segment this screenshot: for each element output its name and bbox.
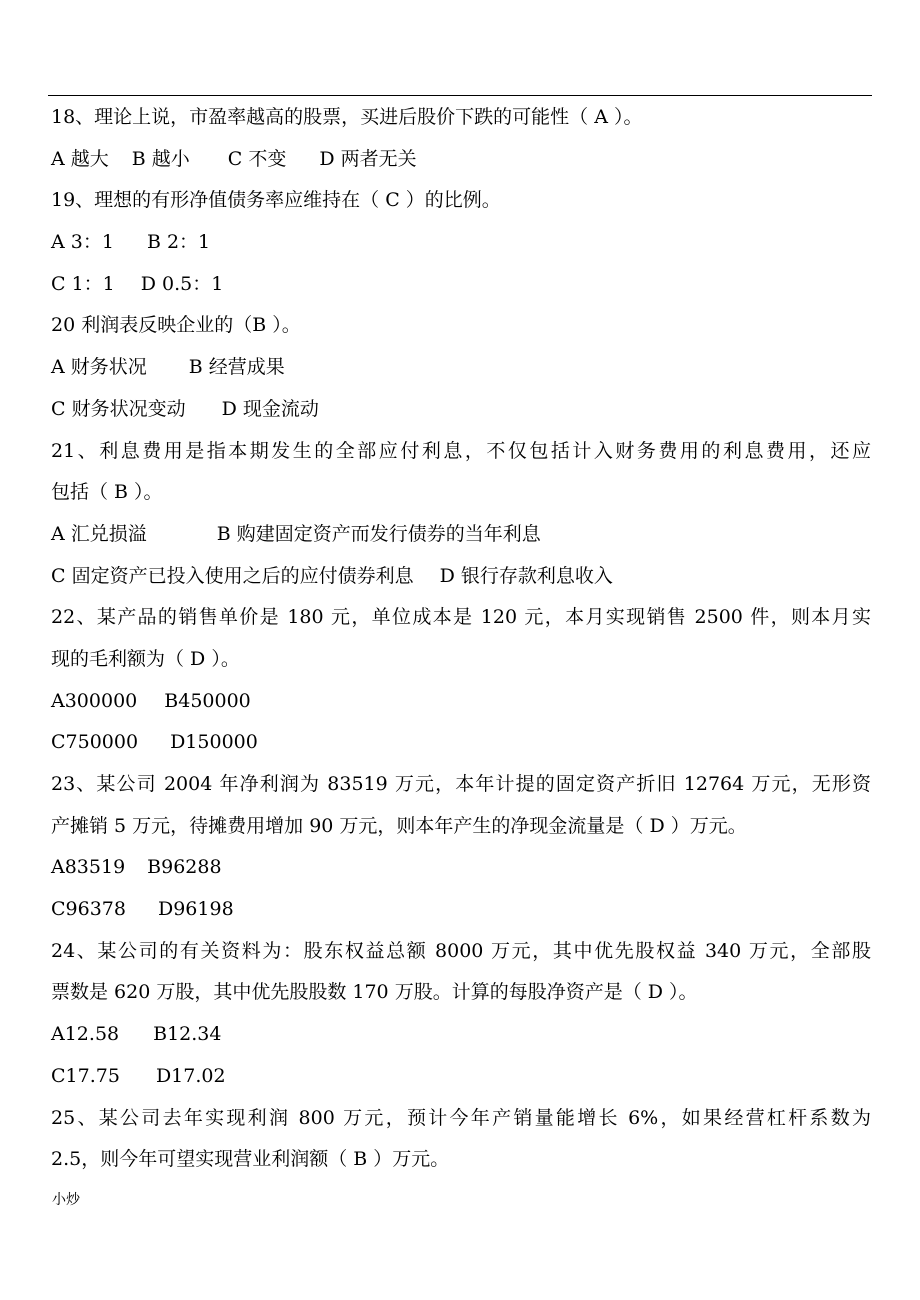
question-21-options-row-1 [51,514,871,556]
option-d: D150000 [170,731,258,754]
question-23-stem-line-1: 23、某公司 2004 年净利润为 83519 万元，本年计提的固定资产折旧 12764 万元，无形资 [51,773,871,795]
option-a: A300000 [51,689,138,712]
option-c: C 固定资产已投入使用之后的应付债券利息 [51,564,414,587]
option-a: A12.58 [51,1023,120,1046]
question-24-stem-line-1: 24、某公司的有关资料为：股东权益总额 8000 万元，其中优先股权益 340 万元，全部股 [51,939,871,962]
question-22-stem-line-2: 现的毛利额为（ D ）。 [51,647,240,670]
question-21-stem-line-1: 21、利息费用是指本期发生的全部应付利息，不仅包括计入财务费用的利息费用，还应 [51,439,871,462]
question-24-options-row-2 [51,1056,871,1098]
option-c: C17.75 [51,1064,120,1087]
document-body [51,97,871,1181]
option-d: D 0.5：1 [140,272,224,295]
option-b: B 经营成果 [188,356,285,379]
option-b: B 购建固定资产而发行债券的当年利息 [216,522,541,545]
question-24-stem-line-2: 票数是 620 万股，其中优先股股数 170 万股。计算的每股净资产是（ D ）。 [51,981,698,1004]
question-21-options-row-2 [51,556,871,598]
question-25-stem-line-1: 25、某公司去年实现利润 800 万元，预计今年产销量能增长 6%，如果经营杠杆系数为 [51,1106,871,1129]
option-a: A 财务状况 [51,356,147,379]
option-b: B12.34 [153,1023,222,1046]
question-19-options-row-2 [51,264,871,306]
question-22-options-row-1 [51,681,871,723]
option-d: D 现金流动 [221,397,319,420]
question-20-options-row-1 [51,347,871,389]
header-divider [48,95,872,96]
question-18-options [51,139,871,181]
option-d: D17.02 [155,1064,226,1087]
option-a: A 越大 [51,147,109,170]
option-c: C750000 [51,731,139,754]
question-22-stem-line-1: 22、某产品的销售单价是 180 元，单位成本是 120 元，本月实现销售 2500 件，则本月实 [51,606,871,629]
question-24-options-row-1 [51,1014,871,1056]
question-23-options-row-2 [51,889,871,931]
option-d: D 银行存款利息收入 [439,564,613,587]
question-19-options-row-1 [51,222,871,264]
option-a: A 3：1 [51,231,114,254]
option-d: D96198 [157,898,234,921]
option-b: B 2：1 [146,231,211,254]
option-b: B 越小 [131,147,190,170]
option-b: B450000 [164,689,251,712]
option-c: C 1：1 [51,272,115,295]
option-a: A 汇兑损溢 [51,522,147,545]
option-c: C96378 [51,898,126,921]
option-c: C 财务状况变动 [51,397,186,420]
question-18-stem: 18、理论上说，市盈率越高的股票，买进后股价下跌的可能性（ A ）。 [51,106,643,128]
question-23-options-row-1 [51,847,871,889]
question-20-options-row-2 [51,389,871,431]
option-d: D 两者无关 [319,147,417,170]
question-21-stem-line-2: 包括（ B ）。 [51,481,163,504]
page-footer: 小炒 [52,1192,80,1208]
question-19-stem: 19、理想的有形净值债务率应维持在（ C ）的比例。 [51,189,501,212]
option-b: B96288 [147,856,222,879]
option-c: C 不变 [227,147,287,170]
question-22-options-row-2 [51,722,871,764]
question-23-stem-line-2: 产摊销 5 万元，待摊费用增加 90 万元，则本年产生的净现金流量是（ D ）万元。 [51,814,747,837]
option-a: A83519 [51,856,126,879]
question-20-stem: 20 利润表反映企业的（B ）。 [51,314,301,337]
question-25-stem-line-2: 2.5，则今年可望实现营业利润额（ B ）万元。 [51,1148,450,1171]
